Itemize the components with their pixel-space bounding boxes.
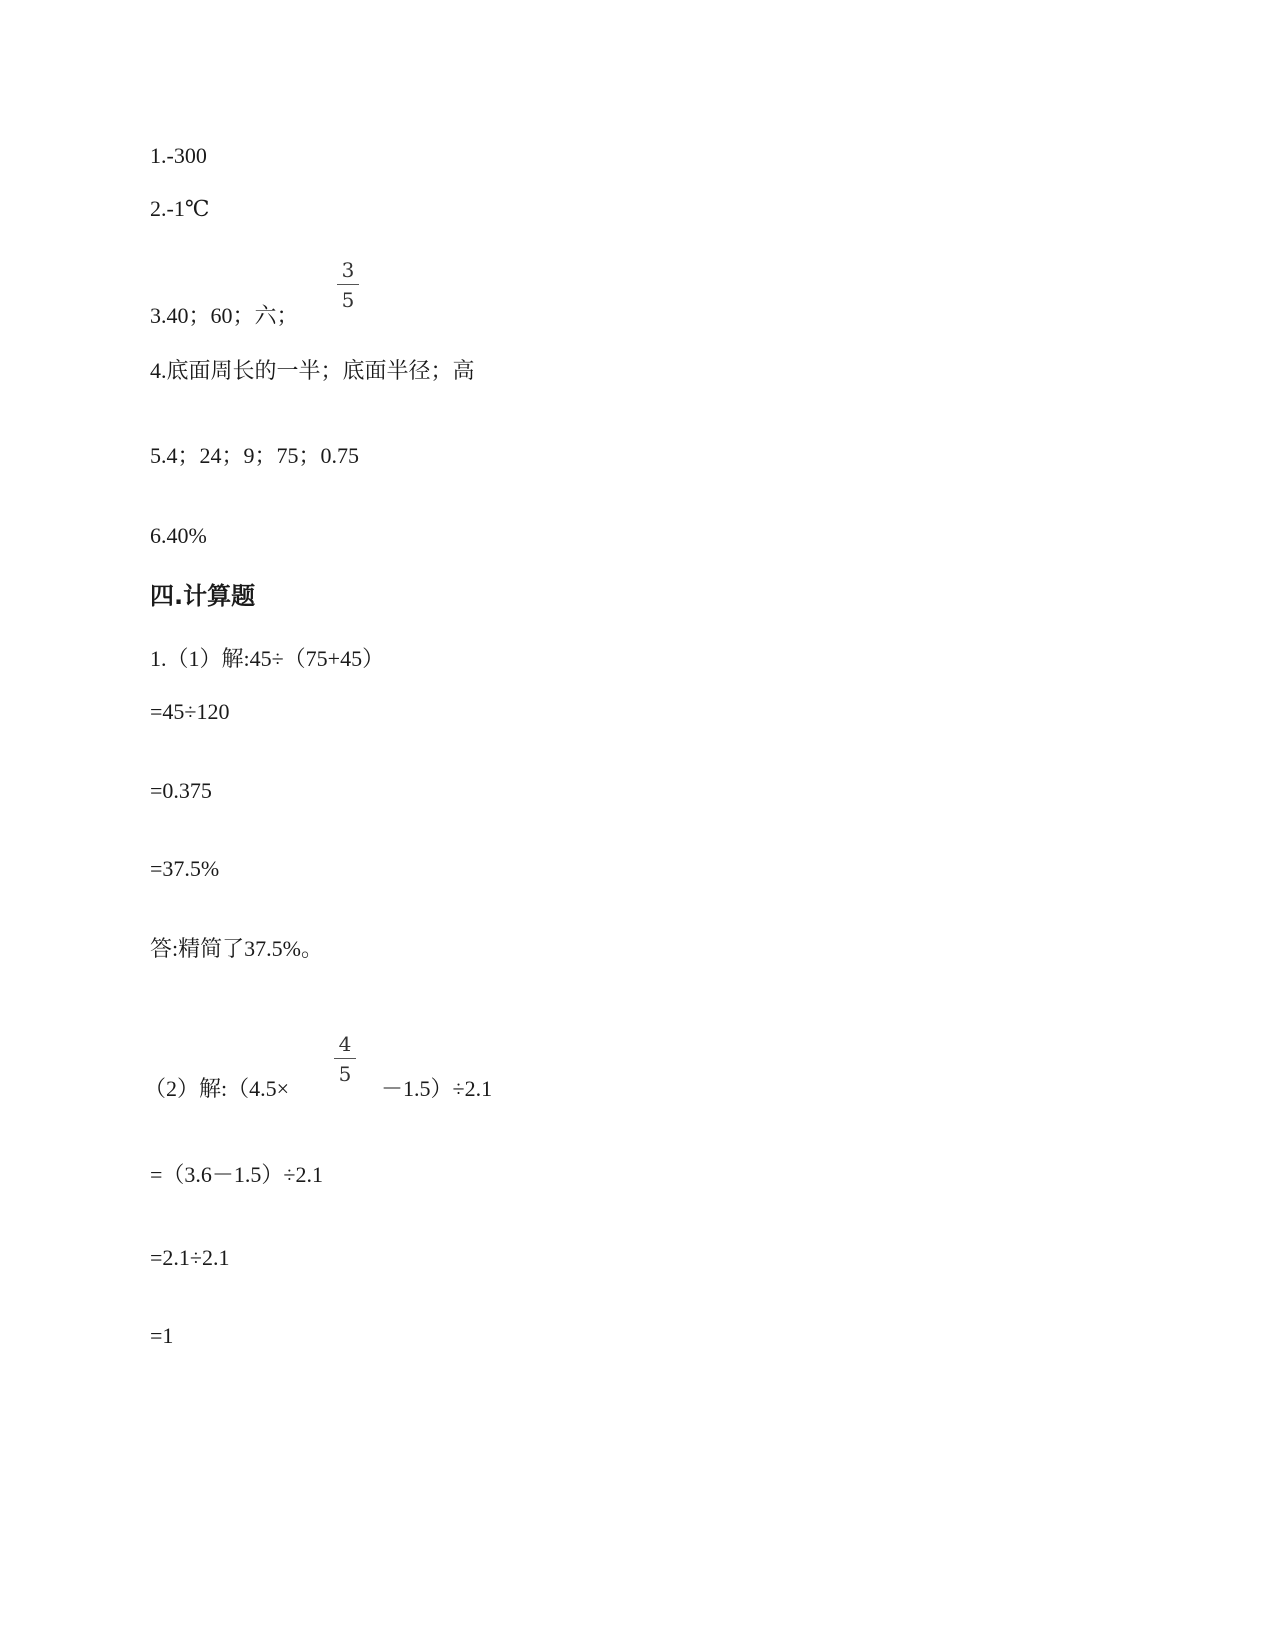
answer-line-6: 6.40% bbox=[150, 523, 207, 548]
answer-line-1: 1.-300 bbox=[150, 143, 207, 168]
calc-part1-line4: =37.5% bbox=[150, 856, 220, 881]
fraction-bar bbox=[337, 284, 359, 285]
fraction-numerator: 4 bbox=[338, 1032, 352, 1056]
fraction-numerator: 3 bbox=[341, 258, 355, 282]
calc-part2-line1-suffix: －1.5）÷2.1 bbox=[381, 1076, 493, 1101]
calc-part2-line1-prefix: （2）解:（4.5× bbox=[144, 1076, 290, 1101]
fraction-bar bbox=[334, 1058, 356, 1059]
calc-part2-line2: =（3.6－1.5）÷2.1 bbox=[150, 1162, 323, 1187]
fraction-denominator: 5 bbox=[338, 1062, 352, 1086]
answer-line-3: 3.40；60；六； bbox=[150, 303, 299, 328]
fraction-denominator: 5 bbox=[341, 288, 355, 312]
calc-part1-answer: 答:精简了37.5%。 bbox=[150, 936, 323, 961]
section-heading: 四.计算题 bbox=[150, 582, 256, 610]
fraction-three-fifths bbox=[337, 259, 359, 311]
answer-line-2: 2.-1℃ bbox=[150, 196, 210, 221]
calc-part1-line2: =45÷120 bbox=[150, 699, 230, 724]
answer-line-4: 4.底面周长的一半；底面半径；高 bbox=[150, 358, 475, 383]
calc-part2-line3: =2.1÷2.1 bbox=[150, 1245, 230, 1270]
calc-part1-line3: =0.375 bbox=[150, 778, 212, 803]
calc-part2-line4: =1 bbox=[150, 1323, 174, 1348]
answer-line-5: 5.4；24；9；75；0.75 bbox=[150, 443, 360, 468]
calc-part2-line1 bbox=[144, 1076, 492, 1102]
fraction-four-fifths bbox=[334, 1033, 356, 1085]
calc-part1-line1: 1.（1）解:45÷（75+45） bbox=[150, 646, 385, 671]
